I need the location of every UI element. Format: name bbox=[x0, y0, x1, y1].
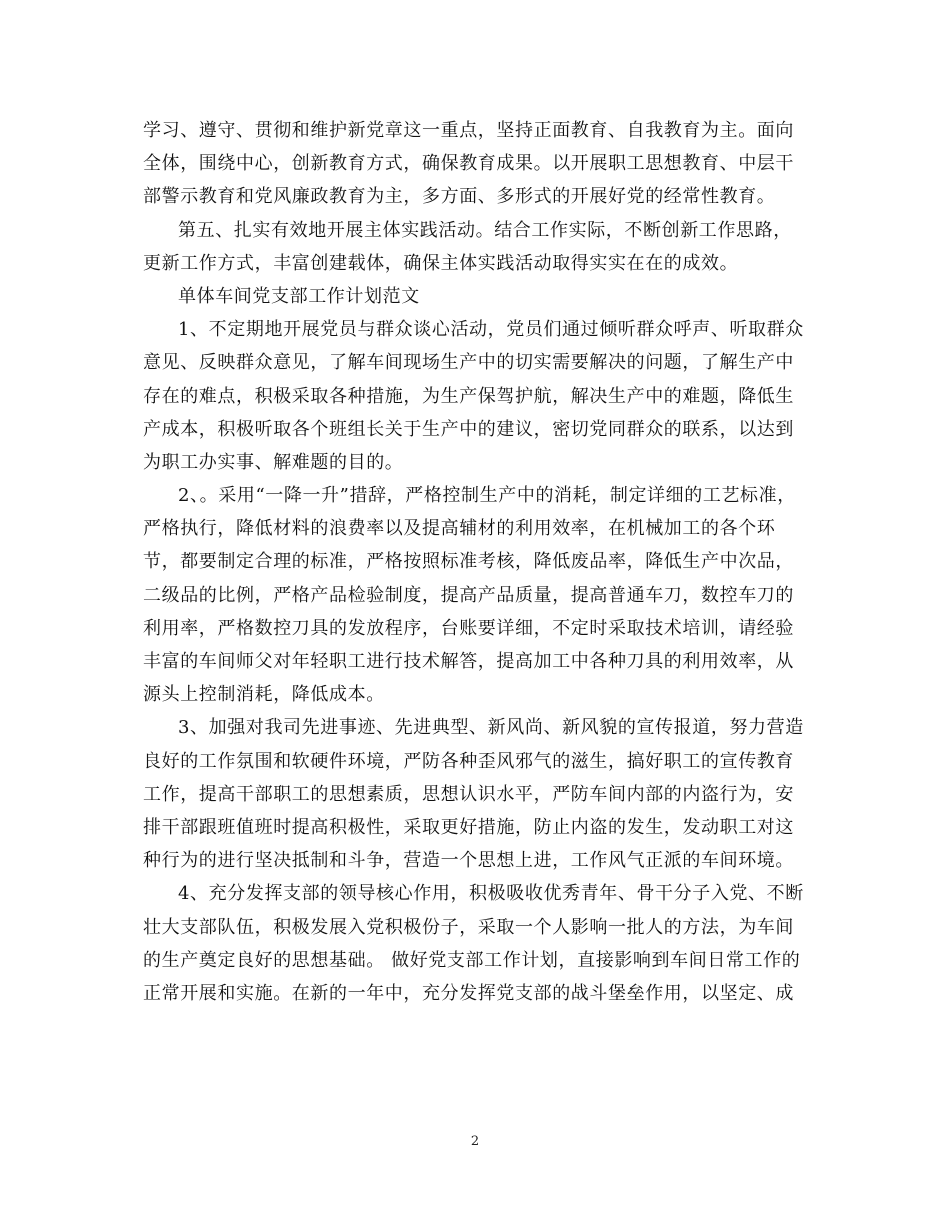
text-line: 利用率，严格数控刀具的发放程序，台账要详细，不定时采取技术培训，请经验 bbox=[143, 617, 794, 639]
paragraph-start-line: 4、充分发挥支部的领导核心作用，积极吸收优秀青年、骨干分子入党、不断 bbox=[178, 883, 804, 905]
text-line: 二级品的比例，严格产品检验制度，提高产品质量，提高普通车刀，数控车刀的 bbox=[143, 584, 794, 606]
text-line: 为职工办实事、解难题的目的。 bbox=[143, 451, 404, 473]
paragraph-start-line: 1、不定期地开展党员与群众谈心活动，党员们通过倾听群众呼声、听取群众 bbox=[178, 319, 804, 341]
text-line: 意见、反映群众意见，了解车间现场生产中的切实需要解决的问题，了解生产中 bbox=[143, 352, 794, 374]
paragraph-start-line: 2、。采用“一降一升”措辞，严格控制生产中的消耗，制定详细的工艺标准， bbox=[178, 485, 796, 507]
section-heading: 单体车间党支部工作计划范文 bbox=[178, 285, 420, 307]
text-line: 种行为的进行坚决抵制和斗争，营造一个思想上进，工作风气正派的车间环境。 bbox=[143, 850, 794, 872]
text-line: 排干部跟班值班时提高积极性，采取更好措施，防止内盗的发生，发动职工对这 bbox=[143, 816, 794, 838]
text-line: 工作，提高干部职工的思想素质，思想认识水平，严防车间内部的内盗行为，安 bbox=[143, 783, 794, 805]
text-line: 学习、遵守、贯彻和维护新党章这一重点，坚持正面教育、自我教育为主。面向 bbox=[143, 120, 794, 141]
text-line: 节，都要制定合理的标准，严格按照标准考核，降低废品率，降低生产中次品， bbox=[143, 551, 794, 573]
text-line: 的生产奠定良好的思想基础。 做好党支部工作计划，直接影响到车间日常工作的 bbox=[143, 949, 801, 971]
text-line: 壮大支部队伍，积极发展入党积极份子，采取一个人影响一批人的方法，为车间 bbox=[143, 916, 794, 938]
text-line: 正常开展和实施。在新的一年中，充分发挥党支部的战斗堡垒作用，以坚定、成 bbox=[143, 982, 794, 1004]
text-line: 丰富的车间师父对年轻职工进行技术解答，提高加工中各种刀具的利用效率，从 bbox=[143, 651, 794, 672]
paragraph-start-line: 第五、扎实有效地开展主体实践活动。结合工作实际，不断创新工作思路， bbox=[178, 219, 792, 241]
text-line: 良好的工作氛围和软硬件环境，严防各种歪风邪气的滋生，搞好职工的宣传教育 bbox=[143, 750, 794, 772]
text-line: 部警示教育和党风廉政教育为主，多方面、多形式的开展好党的经常性教育。 bbox=[143, 186, 776, 208]
text-line: 全体，围绕中心，创新教育方式，确保教育成果。以开展职工思想教育、中层干 bbox=[143, 153, 794, 175]
text-line: 源头上控制消耗，降低成本。 bbox=[143, 684, 385, 706]
paragraph-start-line: 3、加强对我司先进事迹、先进典型、新风尚、新风貌的宣传报道，努力营造 bbox=[178, 717, 804, 739]
text-line: 产成本，积极听取各个班组长关于生产中的建议，密切党同群众的联系，以达到 bbox=[143, 418, 794, 440]
body-text bbox=[143, 114, 803, 1010]
page-number: 2 bbox=[470, 1134, 480, 1149]
text-line: 更新工作方式，丰富创建载体，确保主体实践活动取得实实在在的成效。 bbox=[143, 252, 739, 274]
text-line: 存在的难点，积极采取各种措施，为生产保驾护航，解决生产中的难题，降低生 bbox=[143, 385, 794, 407]
text-line: 严格执行，降低材料的浪费率以及提高辅材的利用效率，在机械加工的各个环 bbox=[143, 518, 776, 540]
